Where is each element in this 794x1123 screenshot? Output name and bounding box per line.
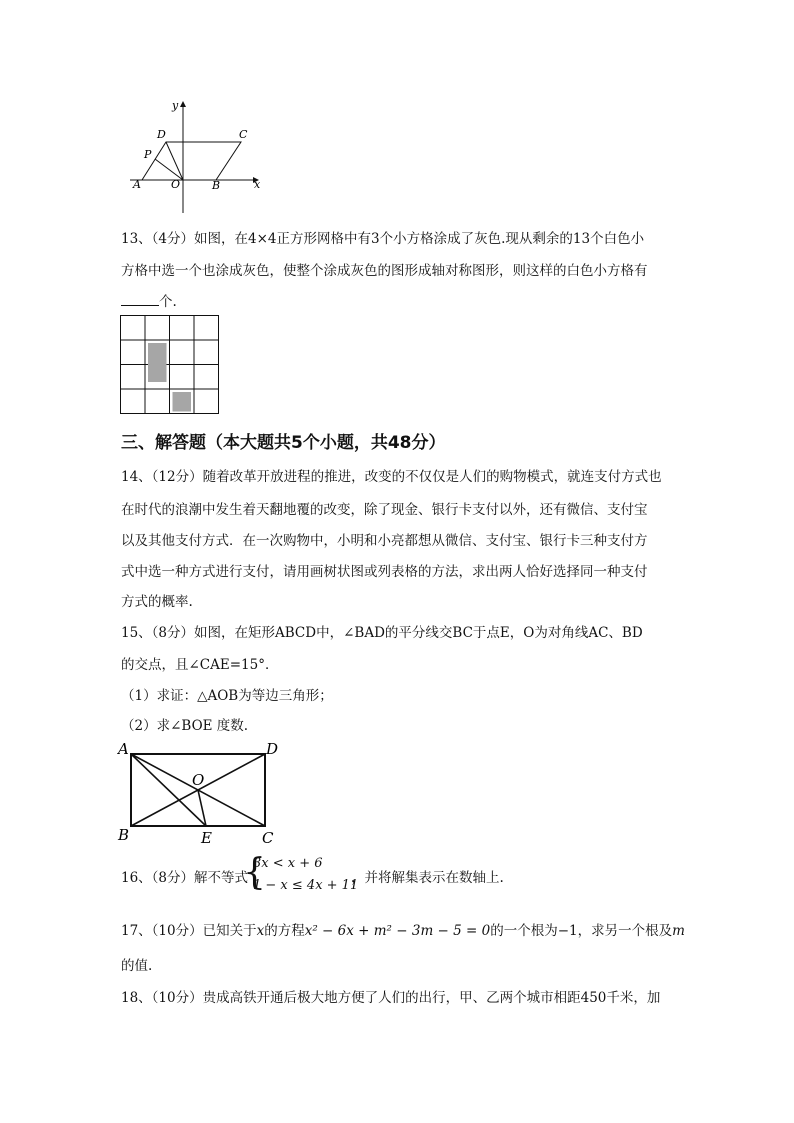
q15-line1: 15、（8分）如图，在矩形ABCD中，∠BAD的平分线交BC于点E，O为对角线AC、BD: [121, 625, 643, 641]
brace: {: [243, 852, 266, 893]
section-heading: 三、解答题（本大题共5个小题，共48分）: [121, 433, 446, 453]
grid-cell: [145, 316, 170, 341]
q14-line3: 以及其他支付方式．在一次购物中，小明和小亮都想从微信、支付宝、银行卡三种支付方: [121, 533, 648, 549]
q13-line1: 13、（4分）如图，在4×4正方形网格中有3个小方格涂成了灰色.现从剩余的13个白色小: [121, 231, 645, 247]
q17-mid: 的方程: [264, 923, 305, 939]
segment-oe: [198, 790, 206, 826]
q14-line4: 式中选一种方式进行支付，请用画树状图或列表格的方法，求出两人恰好选择同一种支付: [121, 564, 648, 580]
q14-line5: 方式的概率.: [121, 594, 193, 610]
label-b: B: [212, 179, 221, 192]
inequality-system: [243, 852, 359, 897]
segment-ae: [131, 754, 206, 826]
q13-line3: [121, 292, 177, 312]
shaded-cell: [173, 392, 192, 412]
label-e2: E: [201, 829, 212, 847]
q17-var-m: m: [672, 923, 685, 939]
q14-line2: 在时代的浪潮中发生着天翻地覆的改变，除了现金、银行卡支付以外，还有微信、支付宝: [121, 502, 648, 518]
grid-cell: [194, 389, 219, 414]
grid-figure: [120, 315, 221, 415]
grid-cell: [194, 340, 219, 365]
inequality-2: 1 − x ≤ 4x + 11: [253, 878, 359, 893]
inequality-1: 3x < x + 6: [253, 856, 323, 871]
label-o2: O: [192, 771, 205, 789]
q17-equation: x² − 6x + m² − 3m − 5 = 0: [304, 923, 491, 939]
q17-line2: 的值.: [121, 958, 153, 974]
answer-blank: [121, 293, 159, 306]
grid-cell: [194, 316, 219, 341]
grid-cell: [121, 340, 146, 365]
grid-cell: [121, 365, 146, 390]
q14-line1: 14、（12分）随着改革开放进程的推进，改变的不仅仅是人们的购物模式，就连支付方式也: [121, 469, 662, 485]
label-o: O: [171, 178, 181, 191]
q17-var-x: x: [256, 923, 265, 939]
label-b2: B: [118, 826, 130, 844]
label-a: A: [133, 178, 141, 191]
grid-cell: [170, 316, 195, 341]
q17-mid2: 的一个根为−1，求另一个根及: [490, 923, 673, 939]
q18-line1: 18、（10分）贵成高铁开通后极大地方便了人们的出行，甲、乙两个城市相距450千米，加: [121, 990, 661, 1006]
grid-cell: [194, 365, 219, 390]
grid-cell: [121, 389, 146, 414]
q15-part2: （2）求∠BOE 度数.: [121, 718, 249, 734]
label-x: x: [254, 178, 261, 191]
shaded-cell: [148, 363, 167, 383]
label-c: C: [239, 128, 248, 141]
rectangle-figure: [117, 740, 282, 848]
label-d: D: [157, 128, 166, 141]
label-c2: C: [262, 829, 274, 847]
q16-suffix: ，并将解集表示在数轴上.: [351, 870, 504, 886]
label-a2: A: [118, 740, 129, 758]
coordinate-figure: [128, 98, 268, 216]
label-d2: D: [266, 740, 279, 758]
label-y: y: [172, 99, 179, 112]
q13-line2: 方格中选一个也涂成灰色，使整个涂成灰色的图形成轴对称图形，则这样的白色小方格有: [121, 263, 648, 279]
q15-line2: 的交点，且∠CAE=15°．: [121, 657, 279, 673]
q13-line3-text: 个.: [159, 294, 177, 310]
grid-cell: [170, 340, 195, 365]
segment-do: [166, 142, 183, 180]
grid-cell: [170, 365, 195, 390]
q17-prefix: 17、（10分）已知关于: [121, 923, 257, 939]
grid-cell: [121, 316, 146, 341]
q17-line1: [121, 921, 685, 941]
grid-cell: [145, 389, 170, 414]
q16-prefix: 16、（8分）解不等式: [121, 870, 249, 886]
q15-part1: （1）求证：△AOB为等边三角形；: [121, 688, 333, 704]
label-p: P: [144, 148, 152, 161]
